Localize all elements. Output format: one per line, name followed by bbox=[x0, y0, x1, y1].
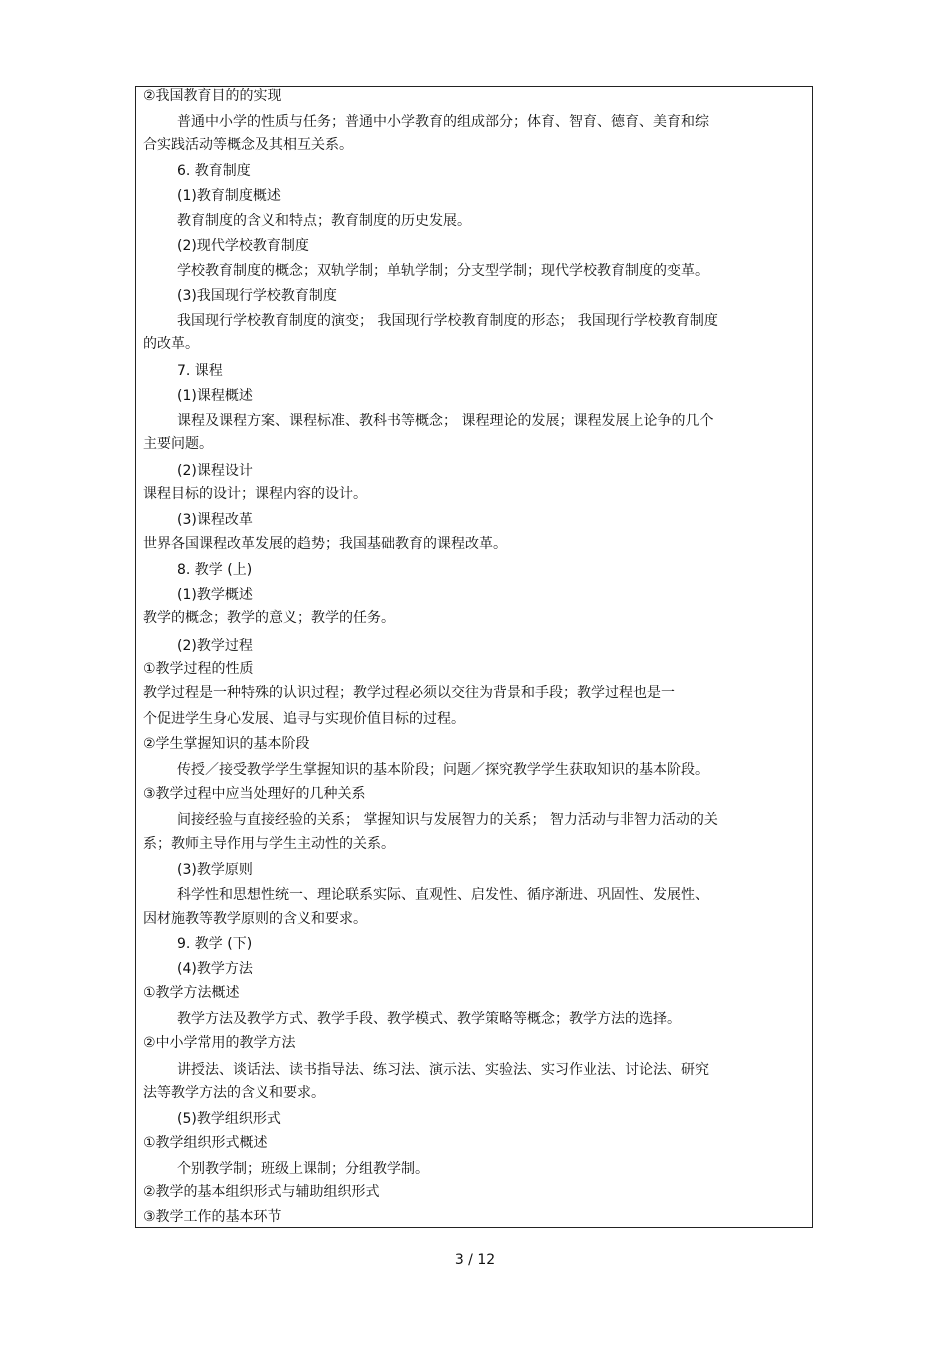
text-line: 世界各国课程改革发展的趋势；我国基础教育的课程改革。 bbox=[143, 536, 507, 552]
page-number: 3 / 12 bbox=[454, 1252, 496, 1268]
text-line: (3)我国现行学校教育制度 bbox=[177, 288, 337, 304]
text-line: 9. 教学 (下) bbox=[177, 936, 253, 952]
text-line: (4)教学方法 bbox=[177, 961, 253, 977]
text-line: 个别教学制；班级上课制；分组教学制。 bbox=[177, 1161, 429, 1177]
text-line: (3)教学原则 bbox=[177, 862, 253, 878]
text-line: 我国现行学校教育制度的演变； 我国现行学校教育制度的形态； 我国现行学校教育制度 bbox=[177, 313, 718, 329]
text-line: 的改革。 bbox=[143, 336, 199, 352]
text-line: 讲授法、谈话法、读书指导法、练习法、演示法、实验法、实习作业法、讨论法、研究 bbox=[177, 1062, 709, 1078]
text-line: (1)教学概述 bbox=[177, 587, 253, 603]
text-line: (2)现代学校教育制度 bbox=[177, 238, 309, 254]
text-line: (5)教学组织形式 bbox=[177, 1111, 281, 1127]
text-line: (3)课程改革 bbox=[177, 512, 253, 528]
text-line: ②教学的基本组织形式与辅助组织形式 bbox=[143, 1184, 380, 1200]
text-line: 科学性和思想性统一、理论联系实际、直观性、启发性、循序渐进、巩固性、发展性、 bbox=[177, 887, 709, 903]
text-line: (2)课程设计 bbox=[177, 463, 253, 479]
text-line: 6. 教育制度 bbox=[177, 163, 251, 179]
text-line: 合实践活动等概念及其相互关系。 bbox=[143, 137, 353, 153]
text-line: ③教学工作的基本环节 bbox=[143, 1209, 282, 1225]
text-line: (2)教学过程 bbox=[177, 638, 253, 654]
text-line: 8. 教学 (上) bbox=[177, 562, 253, 578]
text-line: 间接经验与直接经验的关系； 掌握知识与发展智力的关系； 智力活动与非智力活动的关 bbox=[177, 812, 718, 828]
text-line: 个促进学生身心发展、追寻与实现价值目标的过程。 bbox=[143, 711, 465, 727]
text-line: 法等教学方法的含义和要求。 bbox=[143, 1085, 325, 1101]
text-line: 主要问题。 bbox=[143, 436, 213, 452]
text-line: 普通中小学的性质与任务；普通中小学教育的组成部分；体育、智育、德育、美育和综 bbox=[177, 114, 709, 130]
text-line: (1)课程概述 bbox=[177, 388, 253, 404]
text-line: 教学方法及教学方式、教学手段、教学模式、教学策略等概念；教学方法的选择。 bbox=[177, 1011, 681, 1027]
text-line: ①教学组织形式概述 bbox=[143, 1135, 268, 1151]
text-line: ①教学方法概述 bbox=[143, 985, 240, 1001]
text-line: ①教学过程的性质 bbox=[143, 661, 254, 677]
text-line: 教学的概念；教学的意义；教学的任务。 bbox=[143, 610, 395, 626]
text-line: 课程目标的设计；课程内容的设计。 bbox=[143, 486, 367, 502]
text-line: 教育制度的含义和特点；教育制度的历史发展。 bbox=[177, 213, 471, 229]
text-line: 教学过程是一种特殊的认识过程；教学过程必须以交往为背景和手段；教学过程也是一 bbox=[143, 685, 675, 701]
text-line: (1)教育制度概述 bbox=[177, 188, 281, 204]
text-line: ②学生掌握知识的基本阶段 bbox=[143, 736, 310, 752]
text-line: ②中小学常用的教学方法 bbox=[143, 1035, 296, 1051]
text-line: ③教学过程中应当处理好的几种关系 bbox=[143, 786, 366, 802]
text-line: 学校教育制度的概念；双轨学制；单轨学制；分支型学制；现代学校教育制度的变革。 bbox=[177, 263, 709, 279]
content-box bbox=[135, 86, 813, 1228]
text-line: 课程及课程方案、课程标准、教科书等概念； 课程理论的发展；课程发展上论争的几个 bbox=[177, 413, 714, 429]
text-line: ②我国教育目的的实现 bbox=[143, 88, 282, 104]
text-line: 传授／接受教学学生掌握知识的基本阶段；问题／探究教学学生获取知识的基本阶段。 bbox=[177, 762, 709, 778]
text-line: 系；教师主导作用与学生主动性的关系。 bbox=[143, 836, 395, 852]
text-line: 因材施教等教学原则的含义和要求。 bbox=[143, 911, 367, 927]
text-line: 7. 课程 bbox=[177, 363, 223, 379]
